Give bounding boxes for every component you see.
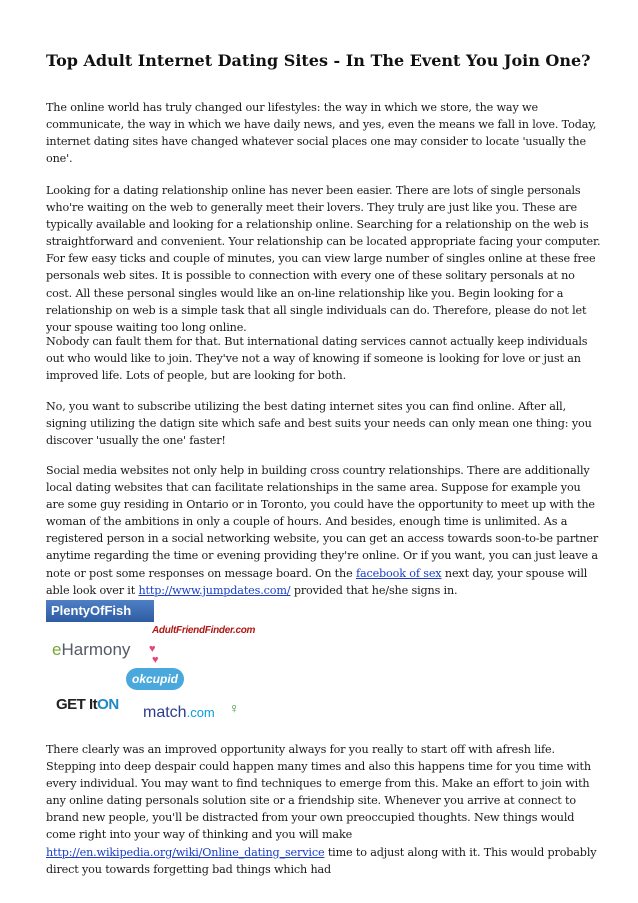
paragraph-6 bbox=[46, 741, 602, 878]
plentyoffish-logo: PlentyOfFish bbox=[46, 600, 154, 622]
paragraph-6-text-b: time to adjust along with it. This would probably direct you towards forgetting bad things which had bbox=[46, 845, 597, 876]
paragraph-6-text-a: There clearly was an improved opportunity always for you really to start off with afresh life. Stepping into deep despair could happen many times and also this happens time for you time with every individual. You may want to find techniques to emerge from this. Make an effort to join with any online dating personals solution site or a friendship site. Whenever you arrive at connect to brand new people, you'll be distracted from your own preoccupied thoughts. New things would come right into your way of thinking and you will make bbox=[46, 743, 591, 842]
person-icon: ♀ bbox=[229, 700, 240, 716]
paragraph-1: The online world has truly changed our lifestyles: the way in which we store, the way we communicate, the way in which we have daily news, and yes, even the means we fall in love. Today, internet dating sites have changed whatever social places one may consider to locate 'usually the one'. bbox=[46, 101, 597, 166]
eharmony-e: e bbox=[52, 640, 62, 659]
getiton-a: GET It bbox=[56, 696, 98, 713]
getiton-b: ON bbox=[97, 696, 119, 713]
wikipedia-link[interactable]: http://en.wikipedia.org/wiki/Online_dating_service bbox=[46, 845, 325, 859]
match-a: match bbox=[143, 704, 187, 721]
paragraph-3: Nobody can fault them for that. But international dating services cannot actually keep individuals out who would like to join. They've not a way of knowing if someone is looking for love or just an improved life. Lots of people, but are looking for both. bbox=[46, 335, 588, 383]
jumpdates-link[interactable]: http://www.jumpdates.com/ bbox=[138, 583, 291, 597]
okcupid-logo: okcupid bbox=[126, 668, 184, 690]
paragraph-5 bbox=[46, 462, 602, 599]
paragraph-5-text-b: next day, your spouse will able look over it bbox=[46, 566, 588, 597]
getiton-logo bbox=[56, 696, 119, 713]
paragraph-5-text-c: provided that he/she signs in. bbox=[293, 583, 458, 597]
eharmony-logo bbox=[52, 640, 130, 660]
adultfriendfinder-logo: AdultFriendFinder.com bbox=[152, 625, 256, 636]
hearts-icon: ♥ ♥ bbox=[149, 643, 159, 666]
match-logo bbox=[143, 704, 215, 722]
paragraph-5-text-a: Social media websites not only help in building cross country relationships. There are additionally local dating websites that can facilitate relationships in the same area. Suppose for example you are some guy residing in Ontario or in Toronto, you could have the opportunity to meet up with the woman of the ambitions in only a couple of hours. And besides, enough time is unlimited. As a registered person in a social networking website, you can get an access towards soon-to-be partner anytime regarding the time or evening providing they're online. Or if you want, you can just leave a note or post some responses on message board. On the bbox=[46, 464, 599, 580]
eharmony-rest: Harmony bbox=[61, 640, 131, 659]
paragraph-4: No, you want to subscribe utilizing the best dating internet sites you can find online. After all, signing utilizing the datign site which safe and best suits your needs can only mean one thing: you discover 'usually the one' faster! bbox=[46, 400, 592, 448]
facebook-of-sex-link[interactable]: facebook of sex bbox=[355, 566, 442, 580]
paragraph-2: Looking for a dating relationship online has never been easier. There are lots of single personals who're waiting on the web to generally meet their lovers. They truly are just like you. These are typically available and looking for a relationship online. Searching for a relationship on the web is straightforward and convenient. Your relationship can be located appropriate facing your computer. For few easy ticks and couple of minutes, you can view large number of singles online at these free personals web sites. It is possible to connection with every one of these solitary personals at no cost. All these personal singles would like an on-line relationship like you. Begin looking for a relationship on web is a simple task that all single individuals can do. Therefore, please do not let your spouse waiting too long online. bbox=[46, 184, 601, 334]
dating-sites-logos bbox=[46, 600, 256, 730]
page-title: Top Adult Internet Dating Sites - In The Event You Join One? bbox=[46, 51, 591, 70]
match-b: .com bbox=[186, 705, 215, 720]
